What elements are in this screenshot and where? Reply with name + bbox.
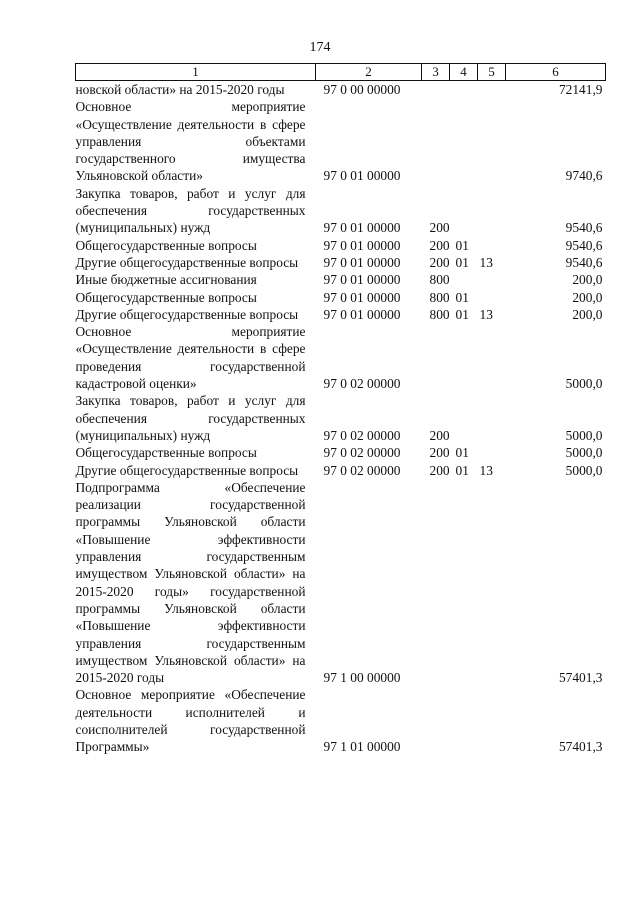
row-col-4: [450, 392, 478, 444]
row-col-3: [422, 479, 450, 687]
table-row: [76, 306, 606, 323]
row-amount: 57401,3: [558, 670, 603, 686]
budget-table: [75, 63, 606, 756]
row-code: 97 0 02 00000: [323, 427, 401, 443]
row-col-3: [422, 98, 450, 184]
table-row: [76, 185, 606, 237]
row-code: 97 0 00 00000: [323, 82, 401, 97]
row-code: 97 1 00 00000: [323, 670, 401, 686]
row-col-5: [478, 444, 506, 461]
row-col-5: [478, 81, 506, 99]
row-col-3: 200: [429, 220, 450, 236]
page-number: 174: [309, 40, 331, 55]
row-code: 97 0 02 00000: [323, 462, 401, 478]
row-col-5: [478, 98, 506, 184]
row-name: Общегосударственные вопросы: [75, 289, 257, 305]
row-amount: 9540,6: [565, 254, 603, 270]
table-row: [76, 98, 606, 184]
row-amount: 72141,9: [558, 82, 603, 97]
row-col-5: [478, 686, 506, 755]
row-amount: 9540,6: [565, 237, 603, 253]
row-name: Закупка товаров, работ и услуг для обеспечения государственных (муниципальных) нужд: [75, 185, 306, 236]
table-row: [76, 237, 606, 254]
header-col-2: 2: [316, 64, 422, 81]
row-name: новской области» на 2015-2020 годы: [75, 82, 285, 97]
row-col-5: [478, 237, 506, 254]
row-amount: 200,0: [572, 289, 603, 305]
table-row: [76, 686, 606, 755]
row-col-3: 800: [429, 289, 450, 305]
row-col-5: [478, 479, 506, 687]
row-name: Закупка товаров, работ и услуг для обеспечения государственных (муниципальных) нужд: [75, 393, 306, 443]
row-amount: 5000,0: [565, 376, 603, 392]
row-col-3: 800: [429, 272, 450, 288]
table-header-row: [76, 64, 606, 81]
row-col-4: [450, 479, 478, 687]
row-col-3: [422, 686, 450, 755]
row-code: 97 0 01 00000: [323, 289, 401, 305]
header-col-3: 3: [422, 64, 450, 81]
row-col-3: 800: [429, 306, 450, 322]
table-row: [76, 392, 606, 444]
row-col-5: 13: [479, 462, 493, 478]
table-row: [76, 479, 606, 687]
row-amount: 57401,3: [558, 739, 603, 755]
row-code: 97 0 01 00000: [323, 306, 401, 322]
row-col-3: [422, 81, 450, 99]
row-name: Другие общегосударственные вопросы: [75, 306, 299, 322]
row-name: Основное мероприятие «Осуществление деятельности в сфере управления объектами государственного имущества Ульяновской области»: [75, 99, 306, 184]
table-row: [76, 323, 606, 392]
row-amount: 200,0: [572, 306, 603, 322]
row-name: Подпрограмма «Обеспечение реализации государственной программы Ульяновской области «Повышение эффективности управления государственным имуществом Ульяновской области» на 2015-2020 годы» государственной программы Ульяновской области «Повышение эффективности управления государственным имуществом Ульяновской области» на 2015-2020 годы: [75, 479, 306, 686]
row-col-3: 200: [429, 254, 450, 270]
row-name: Другие общегосударственные вопросы: [75, 462, 299, 478]
row-name: Иные бюджетные ассигнования: [75, 272, 257, 288]
row-code: 97 0 01 00000: [323, 254, 401, 270]
row-code: 97 0 01 00000: [323, 220, 401, 236]
row-col-5: [478, 289, 506, 306]
row-name: Основное мероприятие «Осуществление деятельности в сфере проведения государственной кадастровой оценки»: [75, 324, 306, 392]
table-row: [76, 81, 606, 99]
row-col-4: 01: [455, 289, 469, 305]
row-col-4: 01: [455, 306, 469, 322]
row-amount: 9740,6: [565, 168, 603, 184]
row-col-4: [450, 323, 478, 392]
row-code: 97 0 02 00000: [323, 445, 401, 461]
row-col-4: [450, 271, 478, 288]
row-amount: 5000,0: [565, 427, 603, 443]
row-col-4: 01: [455, 462, 469, 478]
table-row: [76, 444, 606, 461]
row-amount: 9540,6: [565, 220, 603, 236]
row-col-3: 200: [429, 462, 450, 478]
row-amount: 5000,0: [565, 462, 603, 478]
header-col-4: 4: [450, 64, 478, 81]
row-amount: 200,0: [572, 272, 603, 288]
table-row: [76, 289, 606, 306]
row-col-4: [450, 185, 478, 237]
row-code: 97 1 01 00000: [323, 739, 401, 755]
row-code: 97 0 01 00000: [323, 168, 401, 184]
row-col-5: [478, 185, 506, 237]
row-code: 97 0 01 00000: [323, 272, 401, 288]
row-col-3: 200: [429, 427, 450, 443]
row-col-4: 01: [455, 254, 469, 270]
row-col-5: [478, 392, 506, 444]
row-col-3: 200: [429, 237, 450, 253]
table-row: [76, 271, 606, 288]
row-name: Общегосударственные вопросы: [75, 445, 257, 461]
row-col-5: [478, 271, 506, 288]
row-col-5: 13: [479, 254, 493, 270]
row-name: Другие общегосударственные вопросы: [75, 254, 299, 270]
row-amount: 5000,0: [565, 445, 603, 461]
row-col-4: 01: [455, 445, 469, 461]
row-col-3: 200: [429, 445, 450, 461]
table-row: [76, 462, 606, 479]
header-col-1: 1: [76, 64, 316, 81]
header-col-6: 6: [506, 64, 606, 81]
row-col-4: [450, 686, 478, 755]
row-name: Общегосударственные вопросы: [75, 237, 257, 253]
row-col-4: 01: [455, 237, 469, 253]
row-col-5: [478, 323, 506, 392]
header-col-5: 5: [478, 64, 506, 81]
row-col-4: [450, 81, 478, 99]
row-code: 97 0 02 00000: [323, 376, 401, 392]
row-code: 97 0 01 00000: [323, 237, 401, 253]
table-body: [76, 81, 606, 756]
row-col-5: 13: [479, 306, 493, 322]
row-name: Основное мероприятие «Обеспечение деятельности исполнителей и соисполнителей государственной Программы»: [75, 687, 306, 755]
row-col-3: [422, 323, 450, 392]
table-row: [76, 254, 606, 271]
row-col-4: [450, 98, 478, 184]
